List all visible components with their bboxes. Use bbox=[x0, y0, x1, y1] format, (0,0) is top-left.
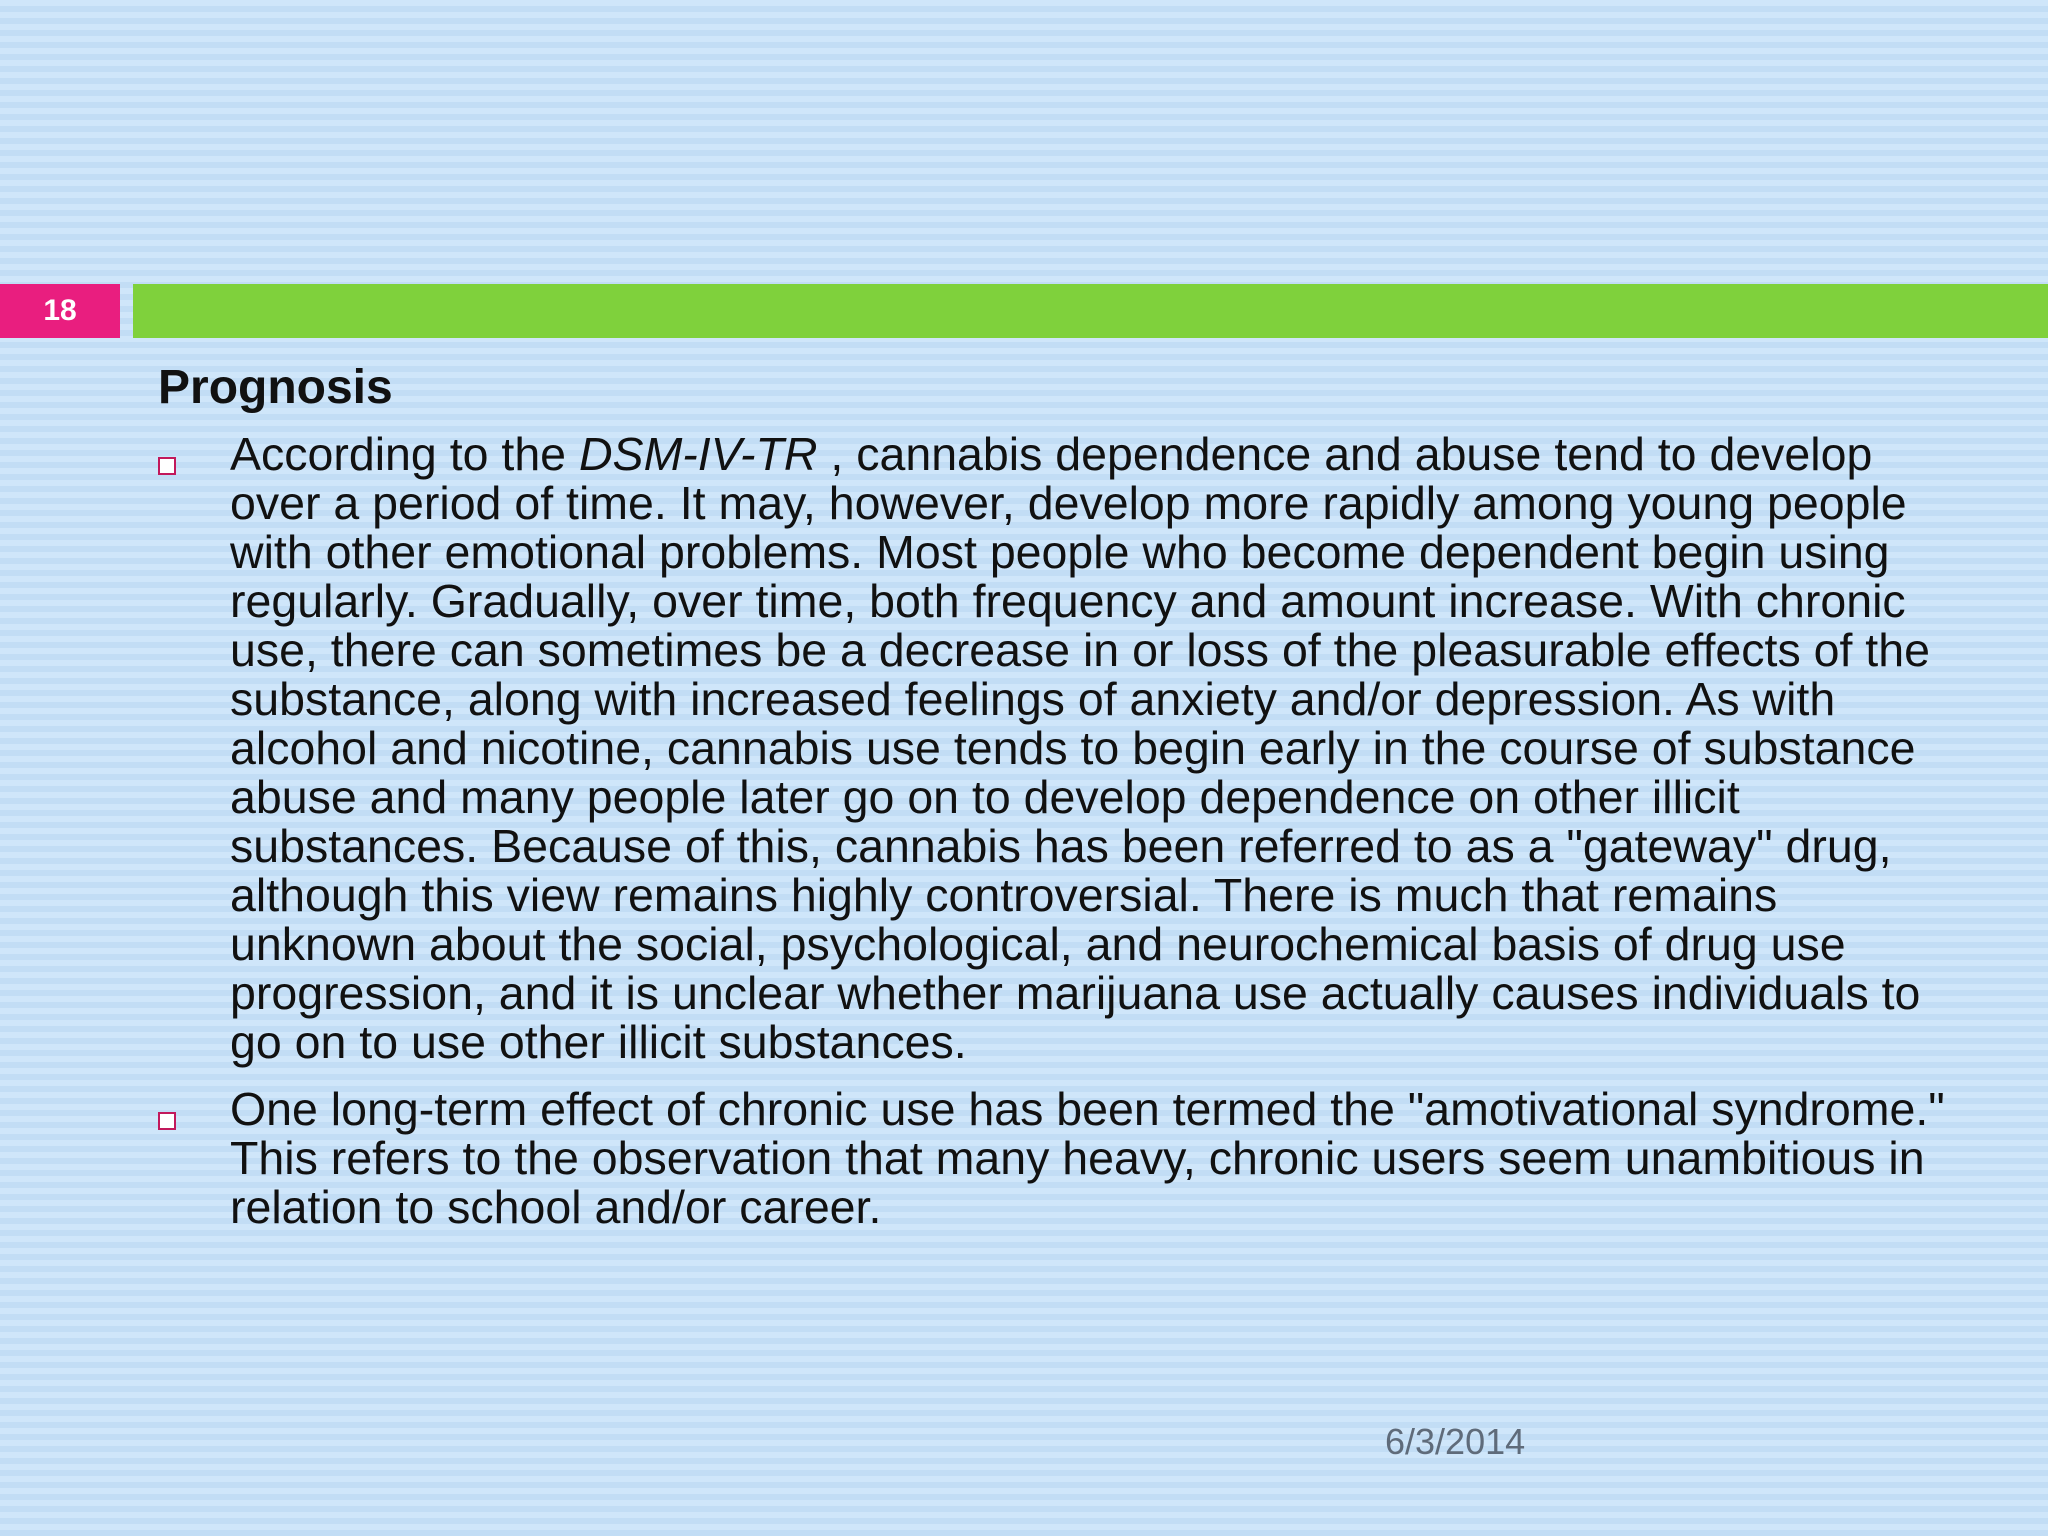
bullet-text bbox=[230, 1085, 1948, 1232]
header-bar bbox=[133, 284, 2048, 338]
square-bullet-icon bbox=[158, 457, 176, 475]
footer-date: 6/3/2014 bbox=[1385, 1421, 1526, 1462]
bullet-text bbox=[230, 430, 1948, 1067]
bullet-text-body: , cannabis dependence and abuse tend to develop over a period of time. It may, however, develop more rapidly among young people with other emotional problems. Most people who become dependent begin using regularly. Gradually, over time, both frequency and amount increase. With chronic use, there can sometimes be a decrease in or loss of the pleasurable effects of the substance, along with increased feelings of anxiety and/or depression. As with alcohol and nicotine, cannabis use tends to begin early in the course of substance abuse and many people later go on to develop dependence on other illicit substances. Because of this, cannabis has been referred to as a "gateway" drug, although this view remains highly controversial. There is much that remains unknown about the social, psychological, and neurochemical basis of drug use progression, and it is unclear whether marijuana use actually causes individuals to go on to use other illicit substances. bbox=[230, 428, 1930, 1068]
bullet-text-italic: DSM-IV-TR bbox=[578, 428, 818, 480]
bullet-list bbox=[158, 430, 1948, 1250]
bullet-text-prefix: According to the bbox=[230, 428, 579, 480]
slide-title: Prognosis bbox=[158, 361, 393, 414]
slide-number-badge: 18 bbox=[0, 284, 120, 338]
bullet-item bbox=[158, 430, 1948, 1067]
square-bullet-icon bbox=[158, 1112, 176, 1130]
bullet-text-body: One long-term effect of chronic use has been termed the "amotivational syndrome." This refers to the observation that many heavy, chronic users seem unambitious in relation to school and/or career. bbox=[230, 1083, 1945, 1233]
bullet-item bbox=[158, 1085, 1948, 1232]
